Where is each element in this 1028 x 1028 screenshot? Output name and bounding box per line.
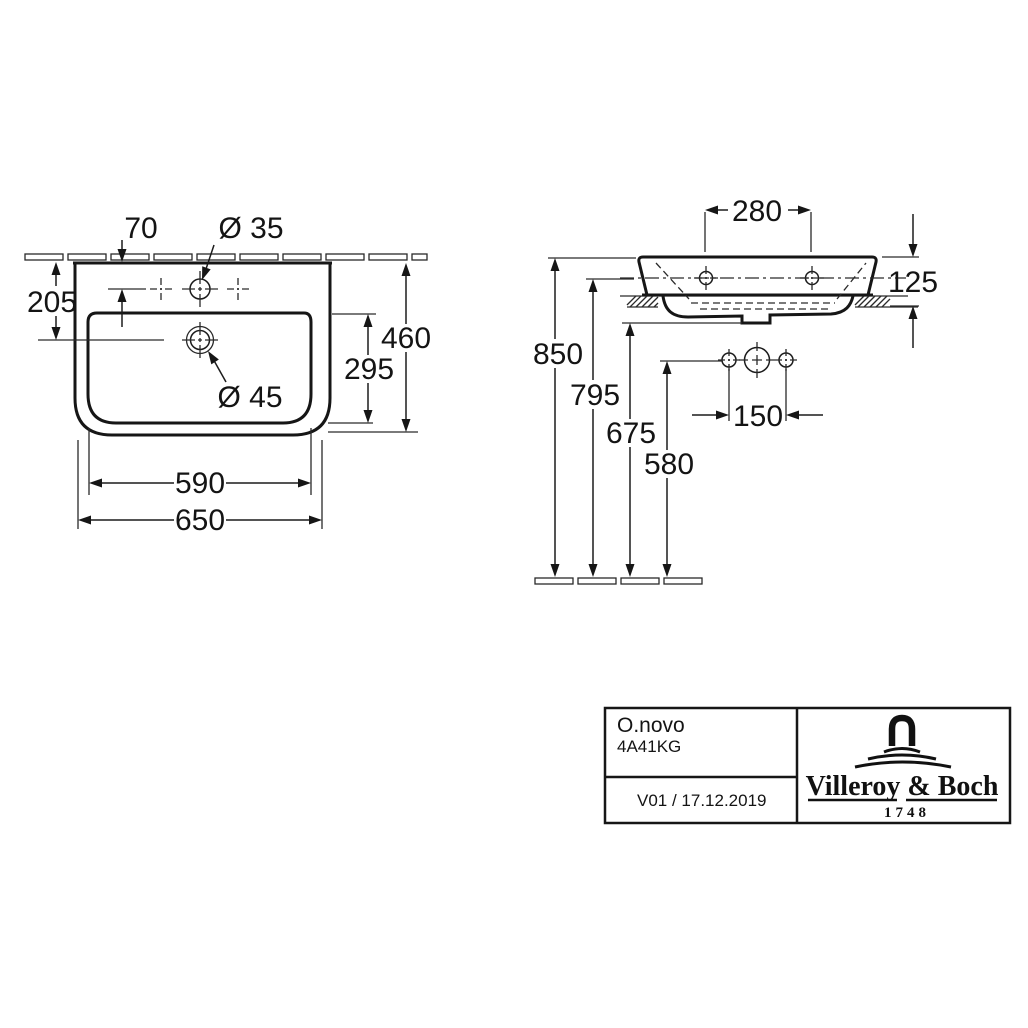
dim-body-height-label: 125 [887,266,939,299]
tap-hole-mark-left [150,278,172,300]
dim-drain-diameter [204,349,282,414]
title-block [605,708,1010,823]
dim-fixing-height-label: 795 [569,379,621,412]
wall-hatch-left [627,296,658,307]
dim-tap-offset-label: 70 [124,212,158,245]
dim-drain-offset-label: 205 [26,286,78,319]
dim-connection-height [644,361,694,577]
dim-fixing-spacing-label: 280 [731,195,783,228]
version-date: V01 / 17.12.2019 [637,791,767,810]
dim-connection-spacing [692,400,823,433]
dim-tap-offset [108,212,158,327]
dim-underside-height-label: 675 [605,417,657,450]
supply-connection-right [775,349,797,371]
basin-body-outline [639,257,876,295]
floor-band [535,578,702,584]
drain-connection [739,342,775,378]
dim-drain-offset [27,262,164,340]
dim-depth-overall-label: 460 [380,322,432,355]
dim-depth-overall [328,263,431,432]
article-number: 4A41KG [617,737,682,756]
brand-name: Villeroy & Boch [805,771,999,802]
fixing-hole-right [800,266,824,290]
dim-bowl-width [89,428,311,500]
supply-connection-left [718,349,740,371]
dim-bowl-width-label: 590 [174,467,226,500]
wall-band [25,254,427,260]
dim-width-overall-label: 650 [174,504,226,537]
product-series: O.novo [617,714,685,737]
faucet-hole [182,271,218,307]
brand-year: 1748 [884,805,930,821]
dim-connection-spacing-label: 150 [732,400,784,433]
dim-body-height [882,214,938,348]
fixing-hole-left [694,266,718,290]
hidden-bowl-outline [656,263,866,309]
dim-faucet-hole-diameter [198,212,284,282]
drain-hole [182,322,218,358]
dim-fixing-holes-spacing [705,195,811,252]
front-view [533,195,938,584]
tap-hole-mark-right [227,278,249,300]
plan-view [25,212,431,537]
dim-connection-height-label: 580 [643,448,695,481]
dim-rim-height-label: 850 [532,338,584,371]
dim-rim-height [533,258,583,577]
faucet-hole-label: Ø 35 [218,212,284,245]
dim-bowl-depth-label: 295 [343,353,395,386]
drain-hole-label: Ø 45 [217,381,283,414]
